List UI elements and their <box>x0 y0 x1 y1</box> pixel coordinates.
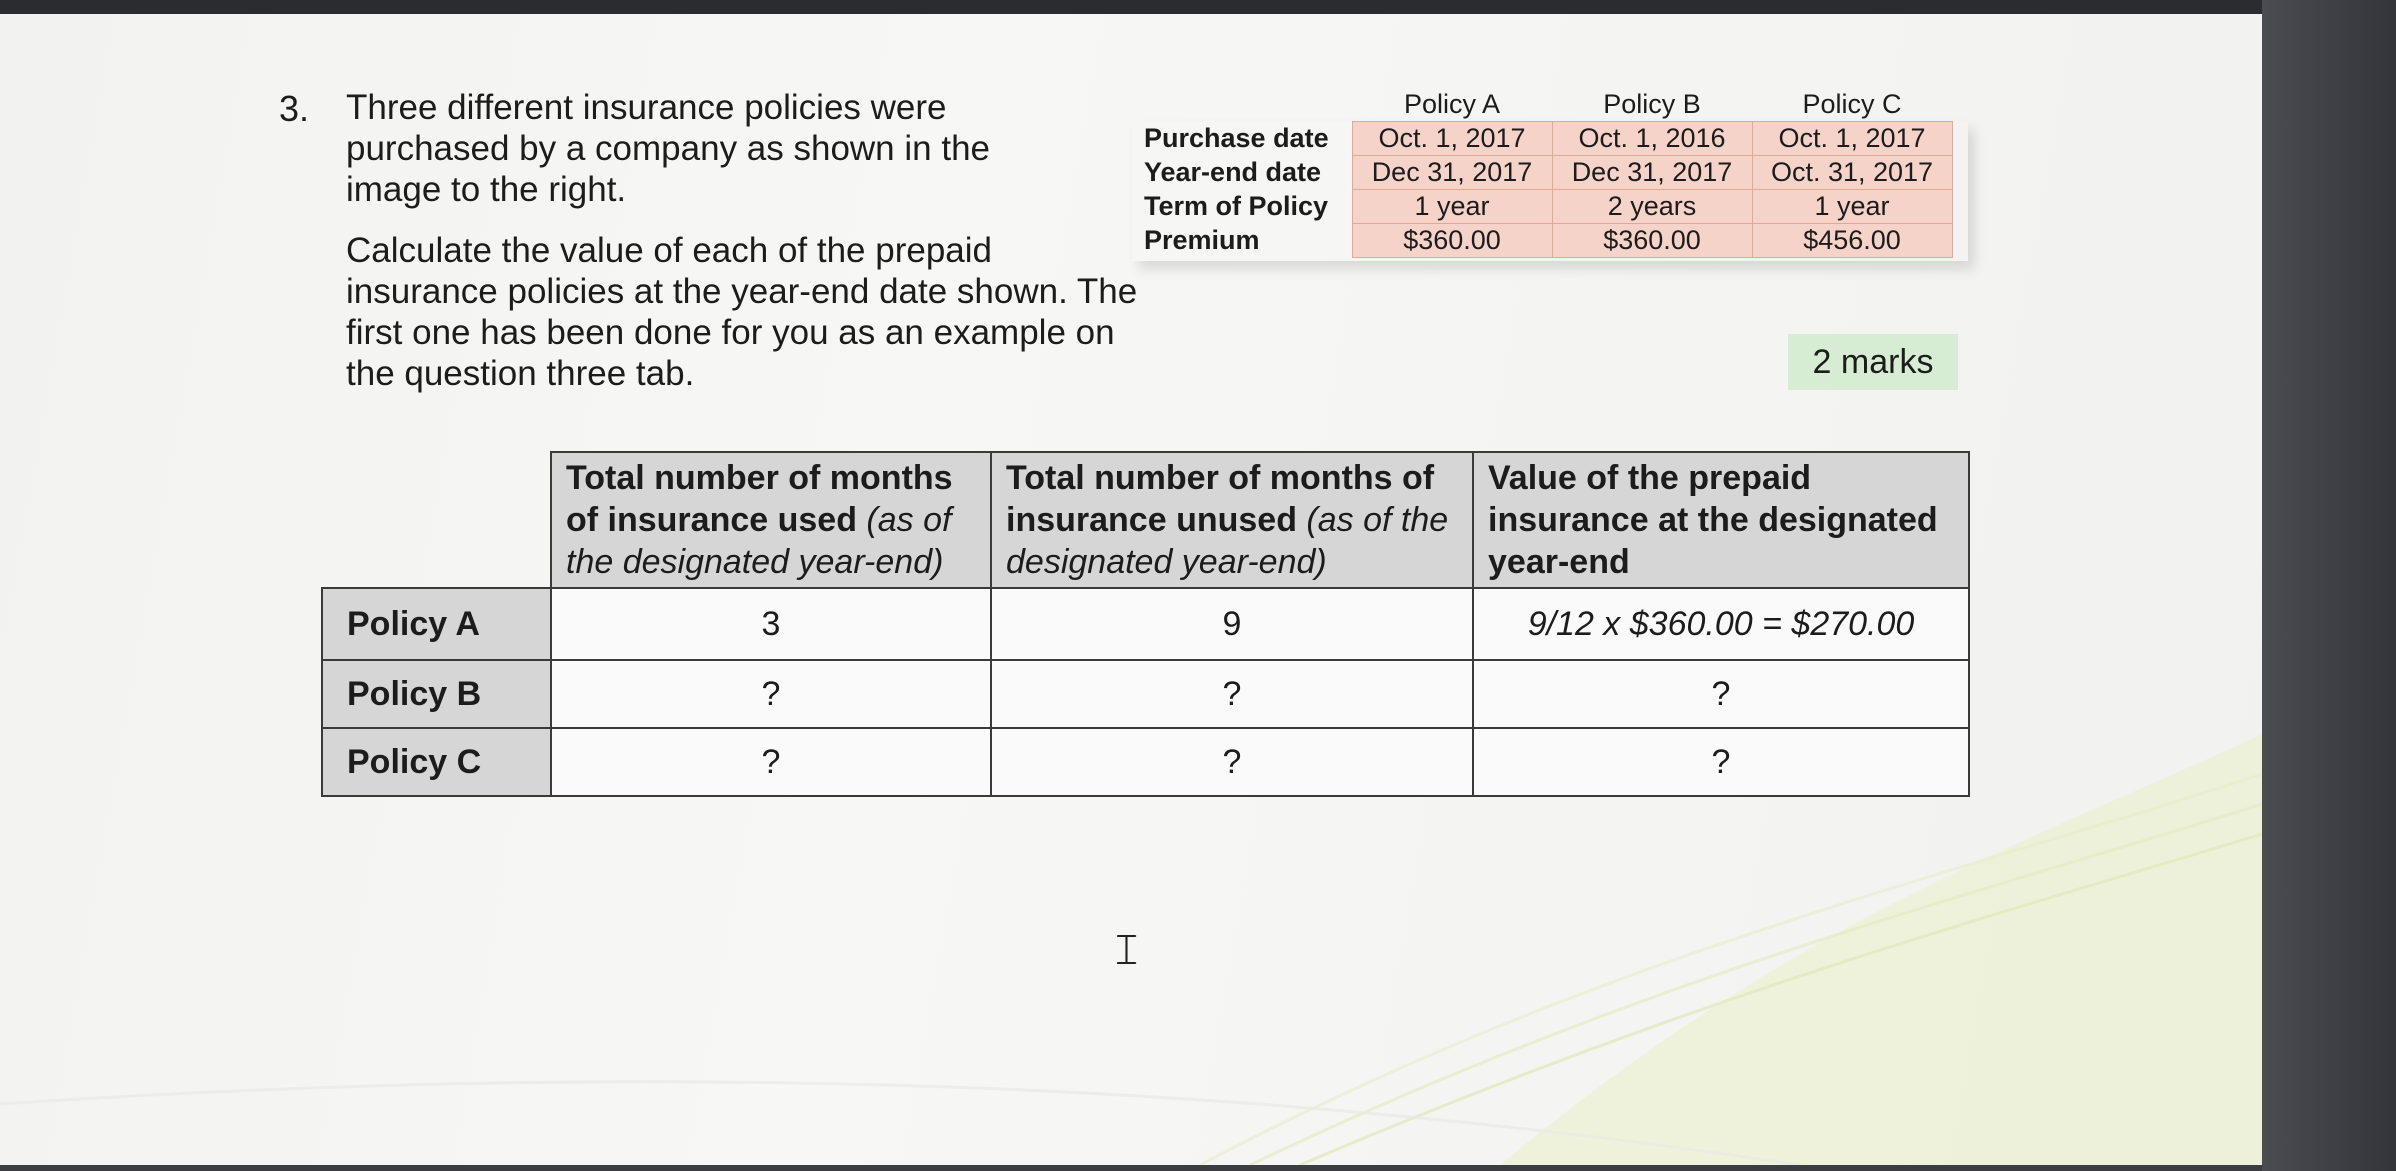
info-cell: Oct. 1, 2017 <box>1752 122 1952 156</box>
question-text-2: Calculate the value of each of the prepaid insurance policies at the year-end date shown. The first one has been done for you as an example on the question three tab. <box>346 231 1138 393</box>
answer-header-row <box>322 452 1969 588</box>
marks-badge: 2 marks <box>1788 334 1958 390</box>
header-months-unused-bold: Total number of months of insurance unused <box>1006 459 1435 539</box>
info-cell: Oct. 1, 2016 <box>1552 122 1752 156</box>
info-row <box>1132 190 1952 224</box>
info-cell: 1 year <box>1752 190 1952 224</box>
info-header-row <box>1132 88 1952 122</box>
cell-unused[interactable]: 9 <box>991 588 1473 660</box>
cell-unused[interactable]: ? <box>991 660 1473 728</box>
question-number: 3. <box>279 88 310 129</box>
info-header-policy-c: Policy C <box>1802 89 1902 119</box>
policy-info-table <box>1132 88 1953 258</box>
header-months-unused <box>991 452 1473 588</box>
info-cell: $456.00 <box>1752 224 1952 258</box>
monitor-bezel-right <box>2262 0 2396 1171</box>
cell-used[interactable]: ? <box>551 660 991 728</box>
info-cell: $360.00 <box>1552 224 1752 258</box>
table-row <box>322 660 1969 728</box>
table-row <box>322 588 1969 660</box>
header-months-used-bold: Total number of months of insurance used <box>566 459 953 539</box>
row-label-policy-a: Policy A <box>322 588 551 660</box>
info-row <box>1132 224 1952 258</box>
answer-corner <box>322 452 551 588</box>
cell-used[interactable]: 3 <box>551 588 991 660</box>
info-cell: 2 years <box>1552 190 1752 224</box>
row-label-policy-b: Policy B <box>322 660 551 728</box>
info-row <box>1132 156 1952 190</box>
info-cell: $360.00 <box>1352 224 1552 258</box>
info-cell: Oct. 1, 2017 <box>1352 122 1552 156</box>
cell-used[interactable]: ? <box>551 728 991 796</box>
info-row-label: Premium <box>1144 225 1260 255</box>
cell-unused[interactable]: ? <box>991 728 1473 796</box>
text-cursor-icon: 𝙸 <box>1111 924 1143 975</box>
info-cell: 1 year <box>1352 190 1552 224</box>
info-row <box>1132 122 1952 156</box>
info-header-policy-a: Policy A <box>1403 89 1501 119</box>
header-months-unused-italic: (as of the designated year-end) <box>1006 501 1449 581</box>
header-prepaid-value-bold: Value of the prepaid insurance at the designated year-end <box>1488 459 1938 581</box>
info-row-label: Year-end date <box>1144 157 1322 187</box>
info-row-label: Term of Policy <box>1144 191 1329 221</box>
info-cell: Dec 31, 2017 <box>1552 156 1752 190</box>
header-months-used-italic: (as of the designated year-end) <box>566 501 952 581</box>
slide <box>0 14 2262 1165</box>
info-cell: Oct. 31, 2017 <box>1752 156 1952 190</box>
cell-value[interactable]: ? <box>1473 660 1969 728</box>
answer-table <box>321 451 1970 797</box>
info-corner <box>1132 88 1352 122</box>
header-prepaid-value <box>1473 452 1969 588</box>
cell-value[interactable]: 9/12 x $360.00 = $270.00 <box>1473 588 1969 660</box>
cell-value[interactable]: ? <box>1473 728 1969 796</box>
info-row-label: Purchase date <box>1144 123 1329 153</box>
info-header-policy-b: Policy B <box>1603 89 1701 119</box>
header-months-used <box>551 452 991 588</box>
row-label-policy-c: Policy C <box>322 728 551 796</box>
info-cell: Dec 31, 2017 <box>1352 156 1552 190</box>
question-text-1: Three different insurance policies were purchased by a company as shown in the image to the right. <box>346 88 990 209</box>
table-row <box>322 728 1969 796</box>
